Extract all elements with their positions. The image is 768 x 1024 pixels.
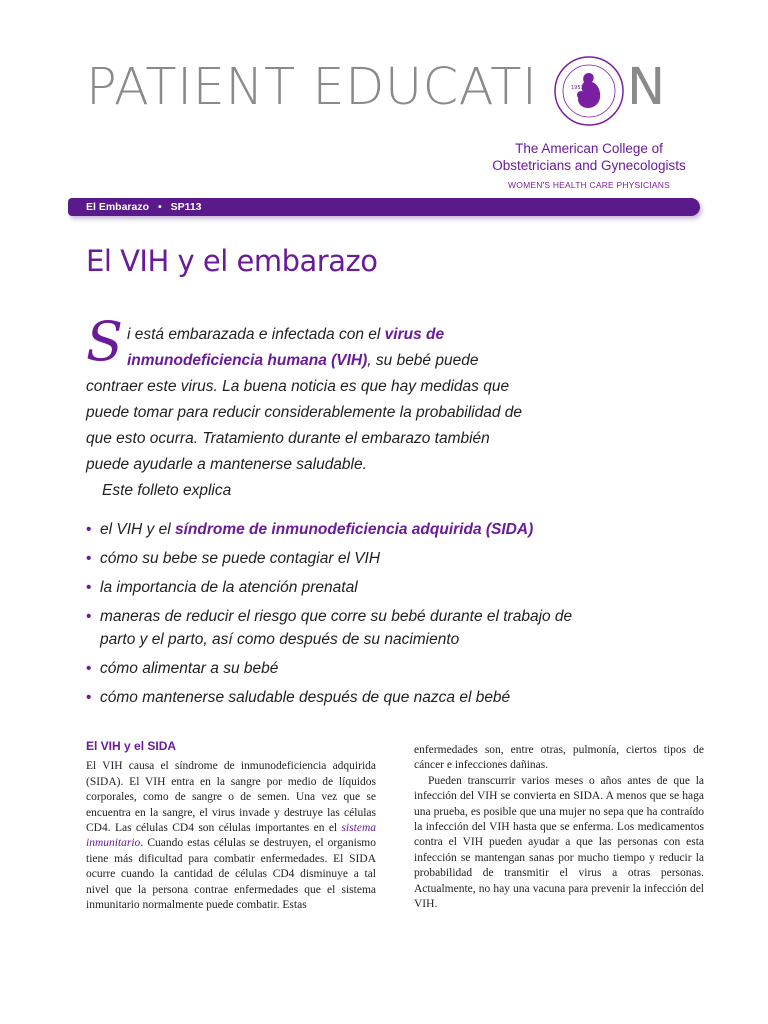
bullet-highlight: síndrome de inmunodeficiencia adquirida (SIDA) bbox=[174, 521, 534, 538]
page-title: El VIH y el embarazo bbox=[86, 244, 378, 278]
org-name bbox=[490, 140, 688, 174]
column-right bbox=[414, 743, 704, 912]
list-item: • maneras de reducir el riesgo que corre su bebé durante el trabajo de parto y el parto, así como después de su nacimiento bbox=[86, 608, 573, 648]
bullet-list bbox=[86, 518, 606, 715]
bullet-text: maneras de reducir el riesgo que corre su bebé durante el trabajo de parto y el parto, así como después de su nacimiento bbox=[100, 608, 573, 648]
list-item: • cómo su bebe se puede contagiar el VIH bbox=[86, 550, 381, 567]
paragraph-text: El VIH causa el síndrome de inmunodeficiencia adquirida (SIDA). El VIH entra en la sangre por medio de líquidos corporales, como de sangre o de semen. Una vez que se encuentra en la sangre, el virus invade y destruye las células CD4. Las células CD4 son células importantes en el bbox=[86, 760, 376, 835]
glossary-term: sistema inmunitario bbox=[86, 822, 376, 850]
org-line-2: Obstetricians and Gynecologists bbox=[492, 158, 686, 173]
seal-year: 1951 bbox=[571, 85, 584, 91]
band-code: SP113 bbox=[170, 201, 202, 213]
section-heading: El VIH y el SIDA bbox=[86, 739, 177, 753]
header-title-end: N bbox=[627, 58, 666, 117]
bullet-text: la importancia de la atención prenatal bbox=[100, 579, 358, 596]
bullet-text: cómo su bebe se puede contagiar el VIH bbox=[100, 550, 381, 567]
section-paragraph bbox=[86, 759, 376, 913]
list-item: • la importancia de la atención prenatal bbox=[86, 579, 358, 596]
bullet-text: cómo mantenerse saludable después de que nazca el bebé bbox=[100, 689, 511, 706]
column-left bbox=[86, 739, 376, 913]
section-band bbox=[68, 198, 700, 216]
intro-highlight: virus de inmunodeficiencia humana (VIH) bbox=[127, 326, 445, 369]
section-paragraph: Pueden transcurrir varios meses o años antes de que la infección del VIH se convierta en SIDA. A menos que se haga una prueba, es posible que una mujer no sepa que ha contraído la infección del VIH hasta que se enferma. Los medicamentos contra el VIH pueden ayudar a que las personas con esta infección se mantengan sanas por mucho tiempo y reducir la probabilidad de transmitir el virus a otras personas. Actualmente, no hay una vacuna para prevenir la infección del VIH. bbox=[414, 774, 704, 911]
intro-paragraph bbox=[86, 310, 536, 504]
bullet-text: cómo alimentar a su bebé bbox=[100, 660, 279, 677]
acog-seal-logo bbox=[553, 55, 625, 127]
band-separator: • bbox=[157, 201, 162, 213]
org-subtitle: WOMEN'S HEALTH CARE PHYSICIANS bbox=[508, 180, 670, 190]
header-title: PATIENT EDUCATI bbox=[86, 58, 538, 117]
list-item: • cómo mantenerse saludable después de que nazca el bebé bbox=[86, 689, 511, 706]
bullet-text: el VIH y el bbox=[100, 521, 175, 538]
band-section: El Embarazo bbox=[86, 201, 150, 213]
section-paragraph: enfermedades son, entre otras, pulmonía, ciertos tipos de cáncer e infecciones dañinas. bbox=[414, 744, 704, 772]
intro-text-1: i está embarazada e infectada con el bbox=[127, 326, 385, 343]
intro-lead: Este folleto explica bbox=[102, 482, 232, 499]
list-item: • el VIH y el síndrome de inmunodeficiencia adquirida (SIDA) bbox=[86, 521, 534, 538]
drop-cap: S bbox=[86, 310, 123, 373]
intro-text-2: , su bebé puede contraer este virus. La buena noticia es que hay medidas que puede tomar para reducir considerablemente la probabilidad de que esto ocurra. Tratamiento durante el embarazo también puede ayudarle a mantenerse saludable. bbox=[86, 352, 522, 473]
paragraph-text: . Cuando estas células se destruyen, el organismo tiene más dificultad para combatir enfermedades. El SIDA ocurre cuando la cantidad de células CD4 disminuye a tal nivel que la persona contrae enfermedades que el sistema inmunitario normalmente puede combatir. Estas bbox=[86, 837, 376, 912]
list-item: • cómo alimentar a su bebé bbox=[86, 660, 279, 677]
org-line-1: The American College of bbox=[515, 141, 663, 156]
